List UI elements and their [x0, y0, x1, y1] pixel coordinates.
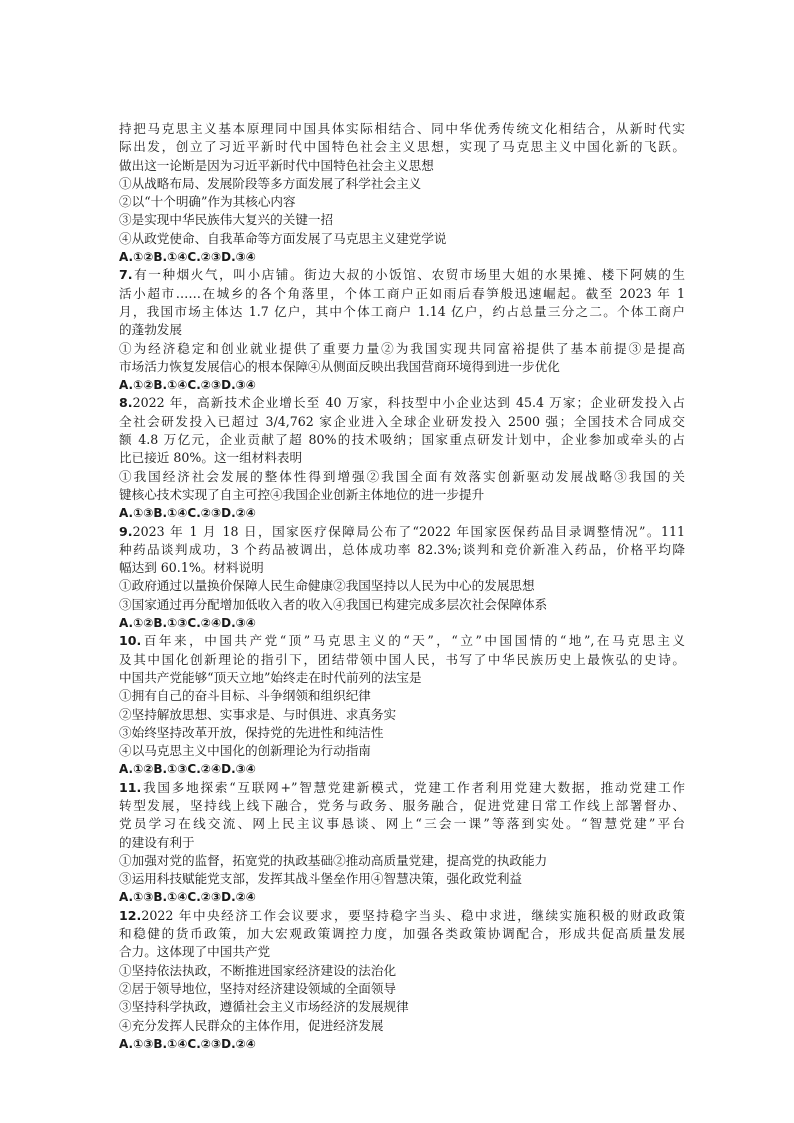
question-7 [119, 266, 685, 394]
answer-c: C.②③ [187, 378, 222, 393]
answer-c: C.②④ [187, 762, 222, 777]
question-number: 11. [119, 779, 142, 795]
option-line: ①政府通过以量换价保障人民生命健康②我国坚持以人民为中心的发展思想 [119, 578, 535, 594]
answer-a: A.①③ [119, 506, 154, 521]
question-12 [119, 907, 685, 1053]
answer-c: C.②③ [187, 890, 222, 905]
answer-choices [119, 888, 685, 906]
stem-line: 7.有一种烟火气，叫小店铺。街边大叔的小饭馆、农贸市场里大姐的水果摊、楼下阿姨的生 [119, 267, 685, 283]
option-line: ①加强对党的监督，拓宽党的执政基础②推动高质量党建，提高党的执政能力 [119, 852, 548, 868]
option-line: ④以马克思主义中国化的创新理论为行动指南 [119, 743, 371, 759]
stem-line: 种药品谈判成功，3 个药品被调出，总体成功率 82.3%;谈判和竞价新准入药品，价格平均降 [119, 541, 685, 557]
stem-line: 全社会研发投入已超过 3/4,762 家企业进入全球企业研发投入 2500 强；全国技术合同成交 [119, 413, 685, 429]
stem-line: 的建设有利于 [119, 834, 195, 850]
stem-line: 11.我国多地探索“互联网+”智慧党建新模式，党建工作者利用党建大数据，推动党建工作 [119, 779, 685, 795]
answer-b: B.①④ [153, 250, 188, 265]
answer-choices [119, 504, 685, 522]
stem-line: 月，我国市场主体达 1.7 亿户，其中个体工商户 1.14 亿户，约占总量三分之二。个体工商户 [119, 303, 685, 319]
option-line: ①为经济稳定和创业就业提供了重要力量②为我国实现共同富裕提供了基本前提③是提高 [119, 340, 685, 356]
stem-line: 际出发，创立了习近平新时代中国特色社会主义思想，实现了马克思主义中国化新的飞跃。 [119, 139, 685, 155]
answer-d: D.③④ [221, 762, 256, 777]
answer-c: C.②③ [187, 506, 222, 521]
answer-a: A.①② [119, 250, 154, 265]
answer-c: C.②④ [187, 616, 222, 631]
answer-d: D.③④ [221, 378, 256, 393]
option-line: ③坚持科学执政，遵循社会主义市场经济的发展规律 [119, 999, 409, 1015]
question-9 [119, 523, 685, 633]
question-6-continued [119, 120, 685, 266]
stem-line: 持把马克思主义基本原理同中国具体实际相结合、同中华优秀传统文化相结合，从新时代实 [119, 121, 685, 136]
stem-line: 10.百年来，中国共产党“顶”马克思主义的“天”，“立”中国国情的“地”,在马克思主义 [119, 633, 685, 649]
answer-b: B.①④ [153, 506, 188, 521]
option-line: ②居于领导地位，坚持对经济建设领域的全面领导 [119, 980, 397, 996]
stem-line: 做出这一论断是因为习近平新时代中国特色社会主义思想 [119, 157, 434, 173]
stem-line: 幅达到 60.1%。材料说明 [119, 560, 264, 576]
exam-page [119, 120, 685, 1053]
answer-choices [119, 376, 685, 394]
answer-b: B.①④ [153, 890, 188, 905]
option-line: ③国家通过再分配增加低收入者的收入④我国已构建完成多层次社会保障体系 [119, 596, 548, 612]
stem-line: 比已接近 80%。这一组材料表明 [119, 450, 303, 466]
question-number: 12. [119, 907, 142, 923]
stem-line: 12.2022 年中央经济工作会议要求，要坚持稳字当头、稳中求进，继续实施积极的财政政策 [119, 907, 685, 923]
answer-d: D.③④ [221, 616, 256, 631]
question-number: 7. [119, 267, 133, 283]
stem-line: 中国共产党能够“顶天立地”始终走在时代前列的法宝是 [119, 669, 422, 685]
option-line: 键核心技术实现了自主可控④我国企业创新主体地位的进一步提升 [119, 486, 485, 502]
option-line: ②坚持解放思想、实事求是、与时俱进、求真务实 [119, 706, 397, 722]
option-line: ②以“十个明确”作为其核心内容 [119, 194, 296, 210]
question-number: 9. [119, 523, 133, 539]
stem-line: 及其中国化创新理论的指引下，团结带领中国人民，书写了中华民族历史上最恢弘的史诗。 [119, 651, 685, 667]
answer-b: B.①④ [153, 378, 188, 393]
option-line: ③运用科技赋能党支部，发挥其战斗堡垒作用④智慧决策，强化政党利益 [119, 871, 522, 887]
option-line: ①坚持依法执政，不断推进国家经济建设的法治化 [119, 962, 397, 978]
answer-a: A.①② [119, 762, 154, 777]
answer-c: C.②③ [187, 1036, 222, 1051]
answer-d: D.②④ [221, 506, 256, 521]
answer-b: B.①③ [153, 762, 188, 777]
answer-choices [119, 614, 685, 632]
answer-a: A.①③ [119, 890, 154, 905]
option-line: ③始终坚持改革开放，保持党的先进性和纯洁性 [119, 724, 384, 740]
option-line: ①从战略布局、发展阶段等多方面发展了科学社会主义 [119, 175, 422, 191]
stem-line: 和稳健的货币政策，加大宏观政策调控力度，加强各类政策协调配合，形成共促高质量发展 [119, 926, 685, 942]
answer-b: B.①④ [153, 1036, 188, 1051]
answer-choices [119, 248, 685, 266]
answer-d: D.②④ [221, 890, 256, 905]
answer-a: A.①③ [119, 1036, 154, 1051]
option-line: 市场活力恢复发展信心的根本保障④从侧面反映出我国营商环境得到进一步优化 [119, 358, 560, 374]
answer-d: D.②④ [221, 1036, 256, 1051]
question-8 [119, 394, 685, 522]
question-number: 10. [119, 633, 142, 649]
question-11 [119, 779, 685, 907]
answer-choices [119, 760, 685, 778]
option-line: ④从政党使命、自我革命等方面发展了马克思主义建党学说 [119, 230, 447, 246]
question-number: 8. [119, 395, 133, 411]
option-line: ③是实现中华民族伟大复兴的关键一招 [119, 212, 334, 228]
option-line: ①拥有自己的奋斗目标、斗争纲领和组织纪律 [119, 688, 371, 704]
answer-choices [119, 1035, 685, 1053]
option-line: ①我国经济社会发展的整体性得到增强②我国全面有效落实创新驱动发展战略③我国的关 [119, 468, 685, 484]
answer-b: B.①③ [153, 616, 188, 631]
answer-c: C.②③ [187, 250, 222, 265]
stem-line: 党员学习在线交流、网上民主议事恳谈、网上“三会一课”等落到实处。“智慧党建”平台 [119, 816, 685, 832]
stem-line: 9.2023 年 1 月 18 日，国家医疗保障局公布了“2022 年国家医保药品目录调整情况”。111 [119, 523, 685, 539]
stem-line: 合力。这体现了中国共产党 [119, 944, 271, 960]
answer-d: D.③④ [221, 250, 256, 265]
stem-line: 的蓬勃发展 [119, 322, 182, 338]
stem-line: 额 4.8 万亿元，企业贡献了超 80%的技术吸纳；国家重点研发计划中，企业参加或牵头的占 [119, 432, 685, 448]
stem-line: 活小超市……在城乡的各个角落里，个体工商户正如雨后春笋般迅速崛起。截至 2023 年 1 [119, 285, 685, 301]
option-line: ④充分发挥人民群众的主体作用，促进经济发展 [119, 1017, 384, 1033]
stem-line: 转型发展，坚持线上线下融合，党务与政务、服务融合，促进党建日常工作线上部署督办、 [119, 797, 685, 813]
answer-a: A.①② [119, 378, 154, 393]
question-10 [119, 632, 685, 778]
answer-a: A.①② [119, 616, 154, 631]
stem-line: 8.2022 年，高新技术企业增长至 40 万家，科技型中小企业达到 45.4 万家；企业研发投入占 [119, 395, 685, 411]
